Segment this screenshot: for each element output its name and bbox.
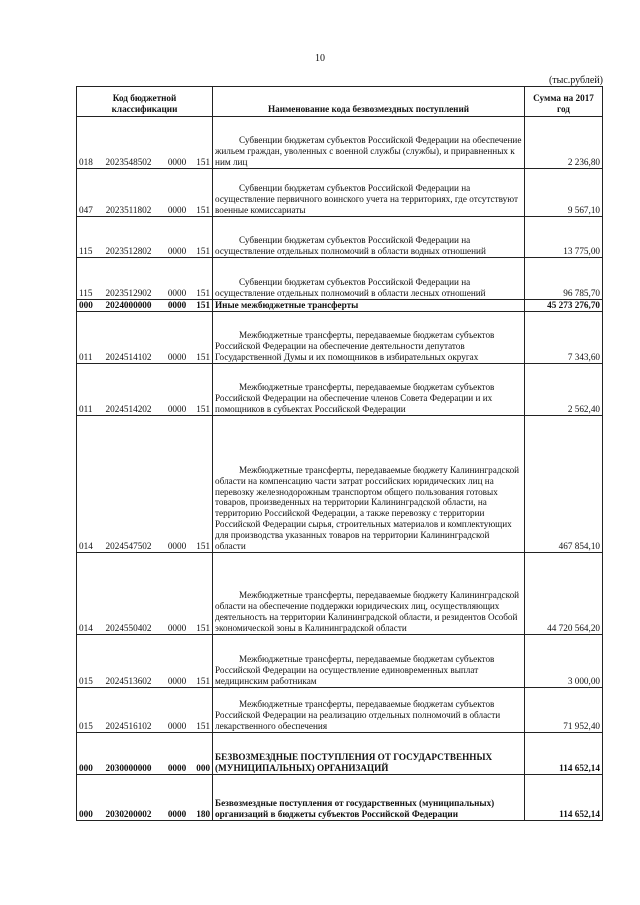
header-sum: Сумма на 2017 год: [525, 87, 603, 117]
cell-name: Безвозмездные поступления от государственных (муниципальных) организаций в бюджеты субъектов Российской Федерации: [213, 775, 525, 821]
table-row: [77, 117, 603, 169]
cell-sum: 44 720 564,20: [525, 553, 603, 635]
cell-sum: 71 952,40: [525, 688, 603, 733]
cell-budget-code: 2023512902: [96, 258, 162, 300]
cell-name: Иные межбюджетные трансферты: [213, 300, 525, 312]
table-row: [77, 416, 603, 553]
cell-program-code: 0000: [162, 553, 193, 635]
cell-budget-code: 2024514202: [96, 364, 162, 416]
cell-name: Субвенции бюджетам субъектов Российской Федерации на осуществление отдельных полномочий в области лесных отношений: [213, 258, 525, 300]
cell-program-code: 0000: [162, 217, 193, 258]
cell-name: Межбюджетные трансферты, передаваемые бюджетам субъектов Российской Федерации на обеспечение членов Совета Федерации и их помощников в субъектах Российской Федерации: [213, 364, 525, 416]
cell-economic-code: 151: [193, 169, 213, 217]
cell-budget-code: 2024000000: [96, 300, 162, 312]
page-number: 10: [315, 53, 325, 64]
units-label: (тыс.рублей): [548, 75, 603, 86]
cell-economic-code: 151: [193, 688, 213, 733]
table-row: [77, 258, 603, 300]
cell-admin-code: 115: [77, 217, 96, 258]
cell-program-code: 0000: [162, 416, 193, 553]
cell-program-code: 0000: [162, 258, 193, 300]
cell-name: Субвенции бюджетам субъектов Российской Федерации на осуществление первичного воинского учета на территориях, где отсутствуют военные комиссариаты: [213, 169, 525, 217]
cell-admin-code: 015: [77, 688, 96, 733]
table-row: [77, 312, 603, 364]
table-row: [77, 733, 603, 775]
cell-budget-code: 2023548502: [96, 117, 162, 169]
cell-budget-code: 2023511802: [96, 169, 162, 217]
cell-name: Межбюджетные трансферты, передаваемые бюджетам субъектов Российской Федерации на реализацию отдельных полномочий в области лекарственного обеспечения: [213, 688, 525, 733]
cell-program-code: 0000: [162, 688, 193, 733]
cell-sum: 3 000,00: [525, 635, 603, 688]
cell-sum: 114 652,14: [525, 733, 603, 775]
cell-economic-code: 000: [193, 733, 213, 775]
cell-name: Межбюджетные трансферты, передаваемые бюджету Калининградской области на обеспечение поддержки юридических лиц, осуществляющих деятельность на территории Калининградской области, и резидентов Особой экономической зоны в Калининградской области: [213, 553, 525, 635]
cell-program-code: 0000: [162, 300, 193, 312]
cell-budget-code: 2023512802: [96, 217, 162, 258]
table-row: [77, 217, 603, 258]
cell-name: Межбюджетные трансферты, передаваемые бюджетам субъектов Российской Федерации на обеспечение деятельности депутатов Государственной Думы и их помощников в избирательных округах: [213, 312, 525, 364]
cell-name: Субвенции бюджетам субъектов Российской Федерации на осуществление отдельных полномочий в области водных отношений: [213, 217, 525, 258]
table-header-row: [77, 87, 603, 117]
header-code: Код бюджетной классификации: [77, 87, 213, 117]
table-row: [77, 775, 603, 821]
table-row: [77, 635, 603, 688]
cell-program-code: 0000: [162, 364, 193, 416]
cell-sum: 467 854,10: [525, 416, 603, 553]
cell-program-code: 0000: [162, 169, 193, 217]
cell-admin-code: 014: [77, 553, 96, 635]
budget-table: [76, 86, 603, 821]
cell-economic-code: 151: [193, 217, 213, 258]
cell-admin-code: 000: [77, 300, 96, 312]
cell-budget-code: 2024550402: [96, 553, 162, 635]
cell-sum: 2 236,80: [525, 117, 603, 169]
cell-admin-code: 011: [77, 312, 96, 364]
cell-budget-code: 2030000000: [96, 733, 162, 775]
cell-admin-code: 000: [77, 775, 96, 821]
cell-name: БЕЗВОЗМЕЗДНЫЕ ПОСТУПЛЕНИЯ ОТ ГОСУДАРСТВЕННЫХ (МУНИЦИПАЛЬНЫХ) ОРГАНИЗАЦИЙ: [213, 733, 525, 775]
cell-sum: 96 785,70: [525, 258, 603, 300]
cell-program-code: 0000: [162, 775, 193, 821]
cell-budget-code: 2024547502: [96, 416, 162, 553]
cell-economic-code: 151: [193, 117, 213, 169]
cell-economic-code: 180: [193, 775, 213, 821]
cell-admin-code: 014: [77, 416, 96, 553]
cell-sum: 7 343,60: [525, 312, 603, 364]
cell-sum: 45 273 276,70: [525, 300, 603, 312]
cell-admin-code: 015: [77, 635, 96, 688]
cell-admin-code: 018: [77, 117, 96, 169]
cell-admin-code: 000: [77, 733, 96, 775]
cell-program-code: 0000: [162, 635, 193, 688]
cell-admin-code: 011: [77, 364, 96, 416]
cell-sum: 9 567,10: [525, 169, 603, 217]
cell-budget-code: 2024516102: [96, 688, 162, 733]
table-row: [77, 553, 603, 635]
cell-economic-code: 151: [193, 258, 213, 300]
cell-program-code: 0000: [162, 733, 193, 775]
cell-name: Межбюджетные трансферты, передаваемые бюджетам субъектов Российской Федерации на осуществление единовременных выплат медицинским работникам: [213, 635, 525, 688]
cell-economic-code: 151: [193, 312, 213, 364]
cell-admin-code: 115: [77, 258, 96, 300]
cell-program-code: 0000: [162, 312, 193, 364]
cell-economic-code: 151: [193, 364, 213, 416]
table-row: [77, 169, 603, 217]
cell-name: Межбюджетные трансферты, передаваемые бюджету Калининградской области на компенсацию части затрат российских юридических лиц на перевозку железнодорожным транспортом общего пользования готовых товаров, произведенных на территории Калининградской области, на территорию Российской Федерации, а также перевозку с территории Российской Федерации сырья, строительных материалов и комплектующих для производства указанных товаров на территории Калининградской области: [213, 416, 525, 553]
cell-budget-code: 2024514102: [96, 312, 162, 364]
header-name: Наименование кода безвозмездных поступлений: [213, 87, 525, 117]
cell-program-code: 0000: [162, 117, 193, 169]
cell-economic-code: 151: [193, 553, 213, 635]
cell-economic-code: 151: [193, 416, 213, 553]
cell-economic-code: 151: [193, 635, 213, 688]
cell-sum: 13 775,00: [525, 217, 603, 258]
cell-sum: 2 562,40: [525, 364, 603, 416]
table-row: [77, 300, 603, 312]
cell-budget-code: 2030200002: [96, 775, 162, 821]
cell-economic-code: 151: [193, 300, 213, 312]
cell-sum: 114 652,14: [525, 775, 603, 821]
table-row: [77, 688, 603, 733]
cell-name: Субвенции бюджетам субъектов Российской Федерации на обеспечение жильем граждан, уволенных с военной службы (службы), и приравненных к ним лиц: [213, 117, 525, 169]
table-row: [77, 364, 603, 416]
cell-budget-code: 2024513602: [96, 635, 162, 688]
cell-admin-code: 047: [77, 169, 96, 217]
